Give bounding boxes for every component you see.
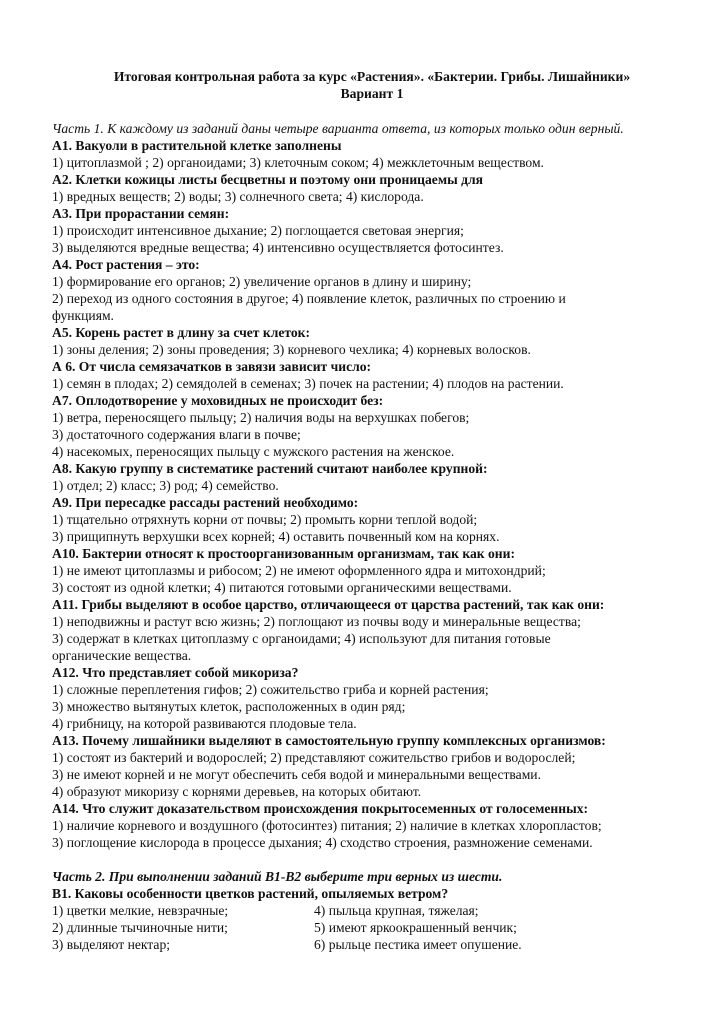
answer-options	[52, 188, 692, 205]
question-text: А12. Что представляет собой микориза?	[52, 665, 299, 680]
answer-line: 1) формирование его органов; 2) увеличение органов в длину и ширину;	[52, 274, 472, 289]
answer-line: 2) переход из одного состояния в другое; 4) появление клеток, различных по строению и	[52, 291, 566, 306]
answer-line: органические вещества.	[52, 648, 192, 663]
question-text: А9. При пересадке рассады растений необходимо:	[52, 495, 359, 510]
answer-options	[52, 477, 692, 494]
question-text: А10. Бактерии относят к простоорганизованным организмам, так как они:	[52, 546, 515, 561]
answer-line: 3) поглощение кислорода в процессе дыхания; 4) сходство строения, размножение семенами.	[52, 835, 593, 850]
answer-options	[52, 511, 692, 545]
answer-line: 4) образуют микоризу с корнями деревьев, на которых обитают.	[52, 784, 422, 799]
question-block	[52, 324, 692, 358]
question-text: А3. При прорастании семян:	[52, 206, 230, 221]
answer-line: 3) выделяются вредные вещества; 4) интенсивно осуществляется фотосинтез.	[52, 240, 504, 255]
answer-line: 1) не имеют цитоплазмы и рибосом; 2) не имеют оформленного ядра и митохондрий;	[52, 563, 546, 578]
question-block	[52, 137, 692, 171]
answer-line: 1) зоны деления; 2) зоны проведения; 3) корневого чехлика; 4) корневых волосков.	[52, 342, 531, 357]
answer-line: 1) отдел; 2) класс; 3) род; 4) семейство.	[52, 478, 279, 493]
question-block	[52, 205, 692, 256]
question-text: А14. Что служит доказательством происхождения покрытосеменных от голосеменных:	[52, 801, 589, 816]
answer-line: 1) цитоплазмой ; 2) органоидами; 3) клеточным соком; 4) межклеточным веществом.	[52, 155, 544, 170]
question-block	[52, 596, 692, 664]
answer-line: 1) состоят из бактерий и водорослей; 2) представляют сожительство грибов и водорослей;	[52, 750, 576, 765]
b1-option: 5) имеют яркоокрашенный венчик;	[314, 920, 517, 935]
question-block	[52, 664, 692, 732]
spacer	[52, 851, 692, 868]
question-block	[52, 392, 692, 460]
question-block	[52, 545, 692, 596]
question-text: А7. Оплодотворение у моховидных не происходит без:	[52, 393, 384, 408]
question-text: А1. Вакуоли в растительной клетке заполнены	[52, 138, 342, 153]
question-b1-options	[52, 902, 692, 953]
answer-line: 1) тщательно отряхнуть корни от почвы; 2) промыть корни теплой водой;	[52, 512, 478, 527]
b1-option: 4) пыльца крупная, тяжелая;	[314, 903, 479, 918]
answer-options	[52, 562, 692, 596]
answer-line: 1) происходит интенсивное дыхание; 2) поглощается световая энергия;	[52, 223, 464, 238]
answer-options	[52, 273, 692, 324]
answer-line: 1) семян в плодах; 2) семядолей в семенах; 3) почек на растении; 4) плодов на растении.	[52, 376, 564, 391]
title-line-2: Вариант 1	[340, 86, 404, 101]
question-b1-text: В1. Каковы особенности цветков растений, опыляемых ветром?	[52, 886, 449, 901]
b1-option: 2) длинные тычиночные нити;	[52, 920, 228, 935]
answer-line: 3) достаточного содержания влаги в почве;	[52, 427, 301, 442]
answer-line: 3) не имеют корней и не могут обеспечить себя водой и минеральными веществами.	[52, 767, 541, 782]
answer-options	[52, 817, 692, 851]
b1-option: 3) выделяют нектар;	[52, 937, 171, 952]
answer-line: 1) наличие корневого и воздушного (фотосинтез) питания; 2) наличие в клетках хлоропластов;	[52, 818, 602, 833]
answer-options	[52, 375, 692, 392]
question-block	[52, 256, 692, 324]
answer-options	[52, 409, 692, 460]
answer-line: 1) ветра, переносящего пыльцу; 2) наличия воды на верхушках побегов;	[52, 410, 470, 425]
answer-options	[52, 613, 692, 664]
answer-line: 1) сложные переплетения гифов; 2) сожительство гриба и корней растения;	[52, 682, 489, 697]
question-text: А5. Корень растет в длину за счет клеток:	[52, 325, 311, 340]
question-text: А8. Какую группу в систематике растений считают наиболее крупной:	[52, 461, 488, 476]
answer-line: 4) насекомых, переносящих пыльцу с мужского растения на женское.	[52, 444, 455, 459]
answer-line: 4) грибницу, на которой развиваются плодовые тела.	[52, 716, 357, 731]
document-page	[52, 68, 692, 953]
question-block	[52, 494, 692, 545]
question-block	[52, 732, 692, 800]
answer-options	[52, 749, 692, 800]
question-block	[52, 800, 692, 851]
question-block	[52, 358, 692, 392]
answer-line: 1) неподвижны и растут всю жизнь; 2) поглощают из почвы воду и минеральные вещества;	[52, 614, 581, 629]
question-text: А 6. От числа семязачатков в завязи зависит число:	[52, 359, 372, 374]
question-text: А11. Грибы выделяют в особое царство, отличающееся от царства растений, так как они:	[52, 597, 605, 612]
question-block	[52, 171, 692, 205]
answer-options	[52, 222, 692, 256]
answer-options	[52, 681, 692, 732]
b1-option: 1) цветки мелкие, невзрачные;	[52, 903, 229, 918]
b1-option: 6) рыльце пестика имеет опушение.	[314, 937, 522, 952]
answer-line: 3) прищипнуть верхушки всех корней; 4) оставить почвенный ком на корнях.	[52, 529, 500, 544]
title-line-1: Итоговая контрольная работа за курс «Растения». «Бактерии. Грибы. Лишайники»	[113, 69, 631, 84]
part1-intro: Часть 1. К каждому из заданий даны четыре варианта ответа, из которых только один верный.	[52, 121, 624, 136]
answer-line: 3) состоят из одной клетки; 4) питаются готовыми органическими веществами.	[52, 580, 512, 595]
answer-options	[52, 341, 692, 358]
answer-options	[52, 154, 692, 171]
question-text: А2. Клетки кожицы листы бесцветны и поэтому они проницаемы для	[52, 172, 483, 187]
part2-intro: Часть 2. При выполнении заданий В1-В2 выберите три верных из шести.	[52, 869, 503, 884]
answer-line: 1) вредных веществ; 2) воды; 3) солнечного света; 4) кислорода.	[52, 189, 424, 204]
question-text: А4. Рост растения – это:	[52, 257, 200, 272]
document-title	[52, 68, 692, 102]
answer-line: 3) содержат в клетках цитоплазму с органоидами; 4) используют для питания готовые	[52, 631, 551, 646]
question-block	[52, 460, 692, 494]
question-text: А13. Почему лишайники выделяют в самостоятельную группу комплексных организмов:	[52, 733, 606, 748]
answer-line: 3) множество вытянутых клеток, расположенных в один ряд;	[52, 699, 406, 714]
answer-line: функциям.	[52, 308, 114, 323]
spacer	[52, 102, 692, 120]
question-list	[52, 137, 692, 851]
